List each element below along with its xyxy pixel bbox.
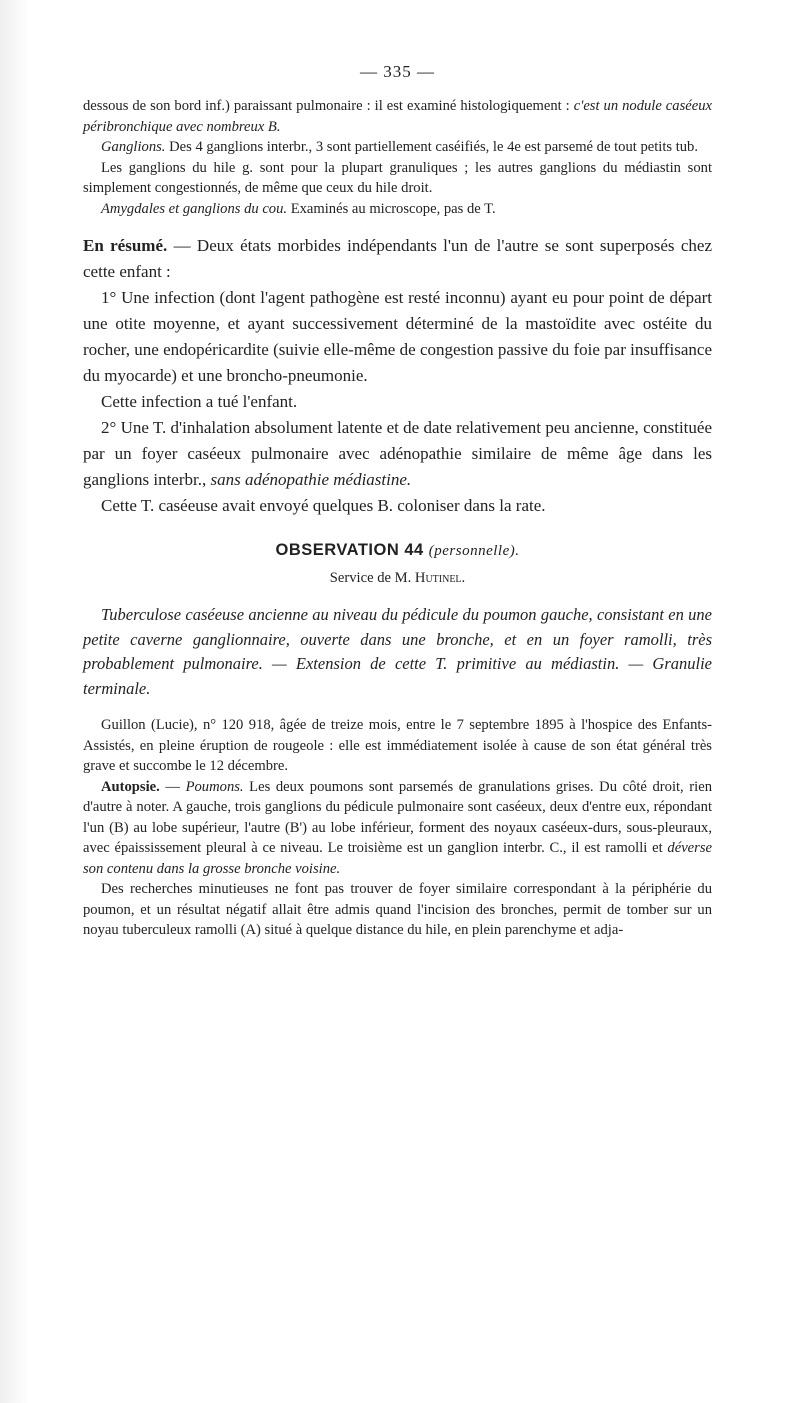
paragraph xyxy=(83,285,712,389)
paragraph xyxy=(83,96,712,137)
text: Guillon (Lucie), n° 120 918, âgée de treize mois, entre le 7 septembre 1895 à l'hospice des Enfants-Assistés, en pleine éruption de rougeole : elle est immédiatement isolée à cause de son état général très grave et succombe le 12 décembre. xyxy=(83,717,712,774)
paragraph xyxy=(83,233,712,285)
paragraph xyxy=(83,158,712,199)
paragraph xyxy=(83,879,712,941)
summary-text: Tuberculose caséeuse ancienne au niveau du pédicule du poumon gauche, consistant en une petite caverne ganglionnaire, ouverte dans une bronche, et en un foyer ramolli, très probablement pulmonaire. — Extension de cette T. primitive au médiastin. — Granulie terminale. xyxy=(83,605,712,698)
text: Les ganglions du hile g. sont pour la plupart granuliques ; les autres ganglions du médiastin sont simplement congestionnés, de même que ceux du hile droit. xyxy=(83,159,712,196)
text: Cette infection a tué l'enfant. xyxy=(101,392,298,411)
text: — xyxy=(159,778,186,795)
italic-text: sans adénopathie médiastine. xyxy=(210,470,412,489)
paragraph xyxy=(83,715,712,777)
text: 1° Une infection (dont l'agent pathogène est resté inconnu) ayant eu pour point de départ une otite moyenne, et ayant successivement déterminé de la mastoïdite avec ostéite du rocher, une endopéricardite (suivie elle-même de congestion passive du foie par insuffisance du myocarde) et une broncho-pneumonie. xyxy=(83,288,712,385)
text: dessous de son bord inf.) paraissant pulmonaire : il est examiné histologiquement : xyxy=(83,98,574,114)
text: Examinés au microscope, pas de T. xyxy=(287,200,496,217)
text: Service de M. xyxy=(329,570,415,586)
text: Des 4 ganglions interbr., 3 sont partiellement caséifiés, le 4e est parsemé de tout petits tub. xyxy=(165,139,699,155)
resume-section xyxy=(83,233,712,519)
paragraph xyxy=(83,493,712,519)
service-name: Hutinel. xyxy=(414,570,466,586)
service-line xyxy=(83,570,712,587)
resume-heading: En résumé. xyxy=(83,236,168,255)
text: Cette T. caséeuse avait envoyé quelques B. coloniser dans la rate. xyxy=(101,496,546,515)
paragraph xyxy=(83,137,712,158)
page-edge-shadow xyxy=(0,0,30,1403)
italic-text: c'est un nodule caséeux péribronchique avec nombreux B. xyxy=(83,98,712,135)
text: Les deux poumons sont parsemés de granulations grises. Du côté droit, rien d'autre à noter. A gauche, trois ganglions du pédicule pulmonaire sont caséeux, deux d'entre eux, répondant l'un (B) au lobe supérieur, l'autre (B') au lobe inférieur, forment des noyaux caséeux-durs, sous-pleuraux, avec épaississement pleural à ce niveau. Le troisième est un ganglion interbr. C., il est ramolli et xyxy=(83,778,712,856)
paragraph xyxy=(83,199,712,220)
italic-text: Ganglions. xyxy=(101,139,166,155)
observation-number: OBSERVATION 44 xyxy=(275,541,424,559)
text: 2° Une T. d'inhalation absolument latente et de date relativement peu ancienne, constituée par un foyer caséeux pulmonaire avec adénopathie similaire de même âge dans les ganglions interbr., xyxy=(83,418,712,489)
text: Des recherches minutieuses ne font pas trouver de foyer similaire correspondant à la périphérie du poumon, et un résultat négatif allait être admis quand l'incision des bronches, permit de tomber sur un noyau tuberculeux ramolli (A) situé à quelque distance du hile, en plein parenchyme et adja- xyxy=(83,881,712,938)
italic-text: déverse son contenu dans la grosse bronche voisine. xyxy=(83,840,712,877)
case-block xyxy=(83,715,712,941)
observation-tag: (personnelle). xyxy=(428,543,520,559)
paragraph xyxy=(83,389,712,415)
italic-text: Poumons. xyxy=(185,778,244,795)
page-number: — 335 — xyxy=(360,62,435,81)
italic-text: Amygdales et ganglions du cou. xyxy=(101,200,288,217)
observation-summary xyxy=(83,603,712,701)
autopsy-heading: Autopsie. xyxy=(101,778,160,795)
paragraph xyxy=(83,415,712,493)
observation-title xyxy=(83,541,712,560)
paragraph xyxy=(83,777,712,880)
text: — Deux états morbides indépendants l'un de l'autre se sont superposés chez cette enfant : xyxy=(83,236,712,281)
histology-block xyxy=(83,96,712,219)
